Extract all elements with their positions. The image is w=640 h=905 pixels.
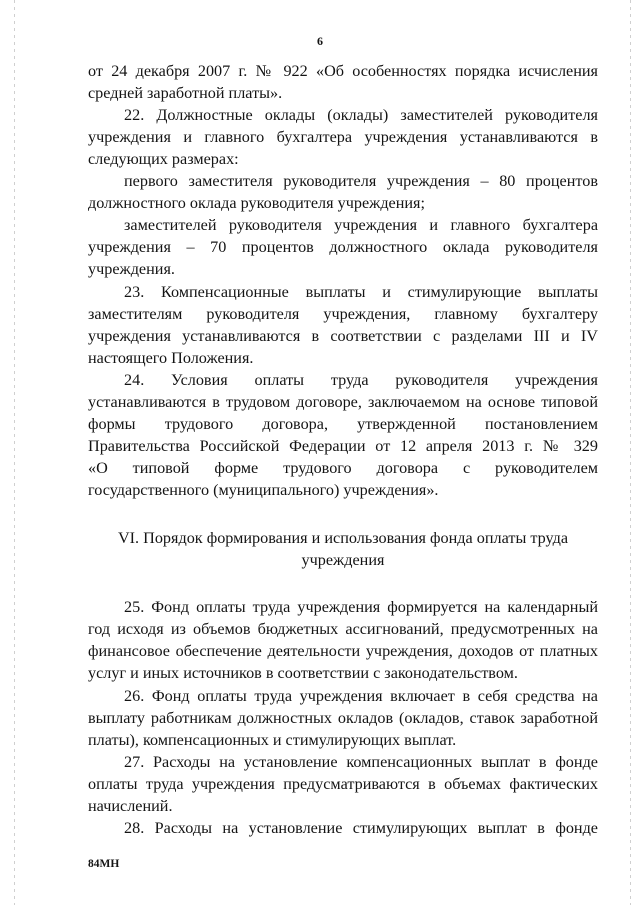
text-line: государственного (муниципального) учреждения». [88,481,439,499]
paragraph-26-start: 26. Фонд оплаты труда учреждения включает в себя средства на [124,687,598,705]
text-line: выплату работникам должностных окладов (окладов, ставок заработной [88,709,598,727]
section-heading: VI. Порядок формирования и использования фонда оплаты труда [117,529,569,547]
paragraph-28-start: 28. Расходы на установление стимулирующих выплат в фонде [124,819,598,837]
text-line: первого заместителя руководителя учреждения – 80 процентов [124,172,598,190]
paragraph-27-start: 27. Расходы на установление компенсационных выплат в фонде [124,753,598,771]
text-line: оплаты труда учреждения предусматриваются в объемах фактических [88,775,598,793]
text-line: услуг и иных источников в соответствии с законодательством. [88,664,518,682]
text-line: следующих размерах: [88,150,239,168]
text-line: Правительства Российской Федерации от 12 апреля 2013 г. № 329 [88,437,598,455]
text-line: учреждения – 70 процентов должностного оклада руководителя [88,238,598,256]
text-line: учреждения устанавливаются в соответствии с разделами III и IV [88,327,598,345]
text-line: средней заработной платы». [88,84,283,102]
text-line: платы), компенсационных и стимулирующих выплат. [88,731,457,749]
paragraph-22-start: 22. Должностные оклады (оклады) заместителей руководителя [124,106,598,124]
text-line: заместителей руководителя учреждения и главного бухгалтера [124,216,598,234]
text-line: учреждения и главного бухгалтера учреждения устанавливаются в [88,128,598,146]
section-heading-cont: учреждения [301,551,385,569]
text-line: от 24 декабря 2007 г. № 922 «Об особенностях порядка исчисления [88,62,598,80]
paragraph-24-start: 24. Условия оплаты труда руководителя учреждения [124,371,598,389]
text-line: учреждения. [88,260,175,278]
text-line: финансовое обеспечение деятельности учреждения, доходов от платных [88,642,598,660]
text-line: должностного оклада руководителя учреждения; [88,194,426,212]
paragraph-25-start: 25. Фонд оплаты труда учреждения формируется на календарный [124,598,598,616]
text-line: заместителям руководителя учреждения, главному бухгалтеру [88,305,598,323]
paragraph-23-start: 23. Компенсационные выплаты и стимулирующие выплаты [124,283,598,301]
scan-edge-right [630,0,631,905]
scan-edge-left [14,0,15,905]
page-number: 6 [317,34,323,48]
text-line: устанавливаются в трудовом договоре, заключаемом на основе типовой [88,393,598,411]
text-line: «О типовой форме трудового договора с руководителем [88,459,598,477]
footer-code: 84МН [88,858,120,870]
text-line: начислений. [88,797,173,815]
text-line: год исходя из объемов бюджетных ассигнований, предусмотренных на [88,620,598,638]
text-line: настоящего Положения. [88,349,254,367]
text-line: формы трудового договора, утвержденной постановлением [88,415,598,433]
